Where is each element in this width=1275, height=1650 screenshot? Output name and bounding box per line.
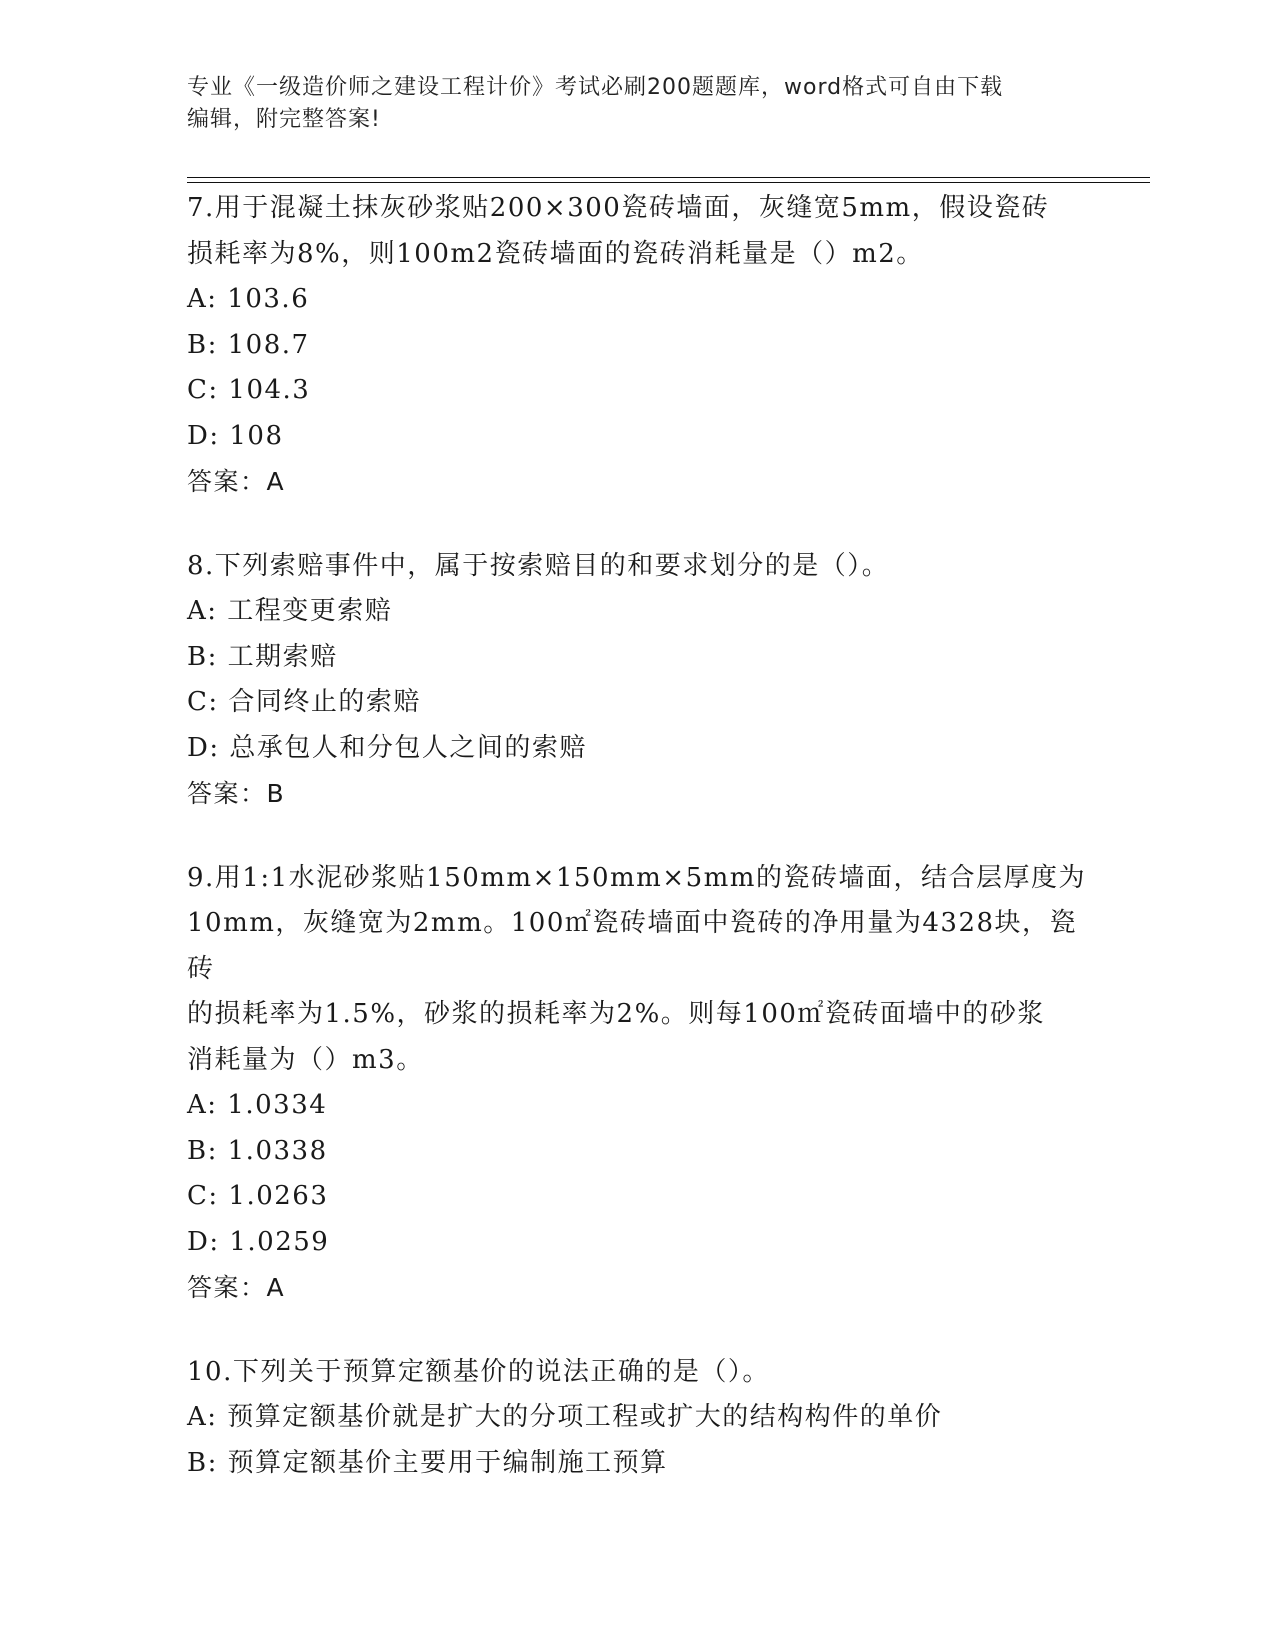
option-d: D: 108 [187, 420, 284, 451]
question-9 [187, 856, 1087, 1311]
option-b: B: 工期索赔 [187, 641, 338, 672]
question-stem-line: 消耗量为（）m3。 [187, 1044, 424, 1075]
question-stem-line: 损耗率为8%，则100m2瓷砖墙面的瓷砖消耗量是（）m2。 [187, 238, 924, 269]
option-a: A: 1.0334 [187, 1090, 328, 1120]
option-a: A: 预算定额基价就是扩大的分项工程或扩大的结构构件的单价 [187, 1402, 943, 1432]
option-c: C: 1.0263 [187, 1181, 329, 1211]
question-stem-line: 的损耗率为1.5%，砂浆的损耗率为2%。则每100㎡瓷砖面墙中的砂浆 [187, 999, 1045, 1029]
option-d: D: 总承包人和分包人之间的索赔 [187, 732, 587, 763]
option-b: B: 108.7 [187, 329, 310, 360]
question-list [187, 186, 1087, 1486]
header-divider-top [187, 177, 1150, 178]
question-stem-line: 10.下列关于预算定额基价的说法正确的是（）。 [187, 1356, 770, 1387]
question-8 [187, 544, 1087, 817]
option-d: D: 1.0259 [187, 1226, 330, 1257]
answer-line: 答案：A [187, 1273, 286, 1302]
question-7 [187, 186, 1087, 505]
question-stem-line: 8.下列索赔事件中，属于按索赔目的和要求划分的是（）。 [187, 550, 890, 581]
option-b: B: 1.0338 [187, 1135, 328, 1166]
option-c: C: 合同终止的索赔 [187, 687, 421, 717]
option-b: B: 预算定额基价主要用于编制施工预算 [187, 1447, 668, 1478]
option-c: C: 104.3 [187, 375, 311, 405]
question-stem-line: 9.用1:1水泥砂浆贴150mm×150mm×5mm的瓷砖墙面，结合层厚度为 [187, 862, 1086, 893]
option-a: A: 工程变更索赔 [187, 596, 393, 626]
answer-line: 答案：A [187, 467, 286, 496]
question-stem-line: 7.用于混凝土抹灰砂浆贴200×300瓷砖墙面，灰缝宽5mm，假设瓷砖 [187, 193, 1050, 223]
question-10 [187, 1350, 1087, 1487]
header-line-2: 编辑，附完整答案! [187, 107, 381, 132]
header-divider-bottom [187, 182, 1150, 183]
header-line-1: 专业《一级造价师之建设工程计价》考试必刷200题题库，word格式可自由下载 [187, 75, 1004, 100]
document-header [187, 72, 1067, 136]
answer-line: 答案：B [187, 779, 286, 808]
question-stem-line: 10mm，灰缝宽为2mm。100㎡瓷砖墙面中瓷砖的净用量为4328块，瓷砖 [187, 908, 1078, 984]
option-a: A: 103.6 [187, 284, 310, 314]
